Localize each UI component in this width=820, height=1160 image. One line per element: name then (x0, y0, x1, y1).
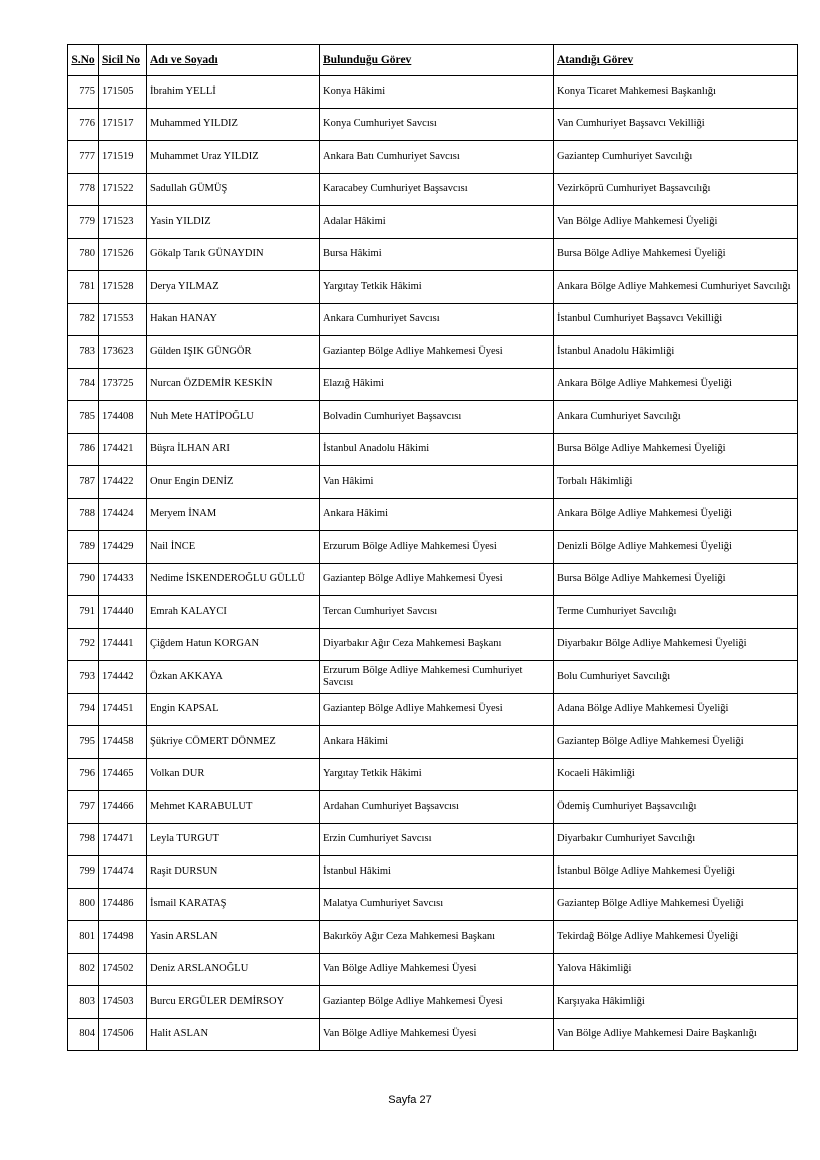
cell-name: Hakan HANAY (147, 303, 320, 336)
table-row (68, 563, 798, 596)
cell-sicil: 174498 (99, 921, 147, 954)
table-row (68, 531, 798, 564)
cell-name: Gökalp Tarık GÜNAYDIN (147, 238, 320, 271)
cell-sicil: 174441 (99, 628, 147, 661)
cell-sno: 791 (68, 596, 99, 629)
cell-current-position: Gaziantep Bölge Adliye Mahkemesi Üyesi (320, 336, 554, 369)
cell-name: Volkan DUR (147, 758, 320, 791)
cell-assigned-position: Terme Cumhuriyet Savcılığı (554, 596, 798, 629)
cell-assigned-position: Ankara Bölge Adliye Mahkemesi Cumhuriyet Savcılığı (554, 271, 798, 304)
cell-sno: 775 (68, 76, 99, 109)
table-row (68, 628, 798, 661)
cell-sicil: 174502 (99, 953, 147, 986)
cell-current-position: Erzurum Bölge Adliye Mahkemesi Cumhuriyet Savcısı (320, 661, 554, 694)
cell-name: Halit ASLAN (147, 1018, 320, 1051)
cell-name: Büşra İLHAN ARI (147, 433, 320, 466)
cell-sno: 795 (68, 726, 99, 759)
cell-sicil: 174442 (99, 661, 147, 694)
table-row (68, 108, 798, 141)
cell-name: Özkan AKKAYA (147, 661, 320, 694)
cell-sno: 801 (68, 921, 99, 954)
cell-assigned-position: Torbalı Hâkimliği (554, 466, 798, 499)
cell-sicil: 174440 (99, 596, 147, 629)
cell-assigned-position: Adana Bölge Adliye Mahkemesi Üyeliği (554, 693, 798, 726)
table-row (68, 466, 798, 499)
cell-sicil: 171517 (99, 108, 147, 141)
cell-sicil: 171528 (99, 271, 147, 304)
cell-sno: 784 (68, 368, 99, 401)
cell-sno: 800 (68, 888, 99, 921)
cell-assigned-position: Bursa Bölge Adliye Mahkemesi Üyeliği (554, 433, 798, 466)
cell-assigned-position: Van Bölge Adliye Mahkemesi Üyeliği (554, 206, 798, 239)
cell-assigned-position: Diyarbakır Cumhuriyet Savcılığı (554, 823, 798, 856)
table-row (68, 336, 798, 369)
cell-sno: 776 (68, 108, 99, 141)
cell-name: Nail İNCE (147, 531, 320, 564)
cell-assigned-position: Bolu Cumhuriyet Savcılığı (554, 661, 798, 694)
cell-name: Muhammed YILDIZ (147, 108, 320, 141)
cell-sno: 786 (68, 433, 99, 466)
cell-assigned-position: Konya Ticaret Mahkemesi Başkanlığı (554, 76, 798, 109)
cell-assigned-position: Ankara Bölge Adliye Mahkemesi Üyeliği (554, 498, 798, 531)
cell-sno: 778 (68, 173, 99, 206)
cell-current-position: Gaziantep Bölge Adliye Mahkemesi Üyesi (320, 986, 554, 1019)
cell-sno: 783 (68, 336, 99, 369)
table-row (68, 921, 798, 954)
cell-assigned-position: Denizli Bölge Adliye Mahkemesi Üyeliği (554, 531, 798, 564)
cell-sno: 785 (68, 401, 99, 434)
cell-name: Nurcan ÖZDEMİR KESKİN (147, 368, 320, 401)
table-row (68, 953, 798, 986)
cell-name: İsmail KARATAŞ (147, 888, 320, 921)
cell-assigned-position: İstanbul Bölge Adliye Mahkemesi Üyeliği (554, 856, 798, 889)
cell-name: Nuh Mete HATİPOĞLU (147, 401, 320, 434)
cell-sicil: 173725 (99, 368, 147, 401)
cell-current-position: Yargıtay Tetkik Hâkimi (320, 271, 554, 304)
cell-current-position: Konya Cumhuriyet Savcısı (320, 108, 554, 141)
cell-assigned-position: İstanbul Anadolu Hâkimliği (554, 336, 798, 369)
cell-sicil: 174458 (99, 726, 147, 759)
cell-current-position: Van Bölge Adliye Mahkemesi Üyesi (320, 953, 554, 986)
cell-current-position: Adalar Hâkimi (320, 206, 554, 239)
table-row (68, 1018, 798, 1051)
table-row (68, 238, 798, 271)
cell-assigned-position: Van Cumhuriyet Başsavcı Vekilliği (554, 108, 798, 141)
cell-sicil: 174506 (99, 1018, 147, 1051)
cell-assigned-position: Ankara Bölge Adliye Mahkemesi Üyeliği (554, 368, 798, 401)
cell-sicil: 174503 (99, 986, 147, 1019)
cell-sno: 789 (68, 531, 99, 564)
cell-sno: 782 (68, 303, 99, 336)
cell-current-position: Ankara Batı Cumhuriyet Savcısı (320, 141, 554, 174)
table-row (68, 856, 798, 889)
cell-name: Meryem İNAM (147, 498, 320, 531)
cell-sno: 794 (68, 693, 99, 726)
table-row (68, 823, 798, 856)
cell-sno: 790 (68, 563, 99, 596)
cell-sicil: 174422 (99, 466, 147, 499)
cell-sicil: 174451 (99, 693, 147, 726)
table-row (68, 693, 798, 726)
cell-name: Leyla TURGUT (147, 823, 320, 856)
cell-current-position: Erzin Cumhuriyet Savcısı (320, 823, 554, 856)
header-sicil: Sicil No (99, 45, 147, 76)
table-header-row (68, 45, 798, 76)
cell-sno: 796 (68, 758, 99, 791)
cell-name: Burcu ERGÜLER DEMİRSOY (147, 986, 320, 1019)
cell-sicil: 174408 (99, 401, 147, 434)
cell-current-position: Bolvadin Cumhuriyet Başsavcısı (320, 401, 554, 434)
table-row (68, 76, 798, 109)
table-row (68, 141, 798, 174)
cell-assigned-position: Kocaeli Hâkimliği (554, 758, 798, 791)
cell-sicil: 174421 (99, 433, 147, 466)
table-row (68, 986, 798, 1019)
cell-name: Sadullah GÜMÜŞ (147, 173, 320, 206)
cell-sno: 781 (68, 271, 99, 304)
cell-current-position: Tercan Cumhuriyet Savcısı (320, 596, 554, 629)
table-row (68, 758, 798, 791)
cell-name: İbrahim YELLİ (147, 76, 320, 109)
cell-current-position: Van Bölge Adliye Mahkemesi Üyesi (320, 1018, 554, 1051)
table-row (68, 173, 798, 206)
cell-name: Raşit DURSUN (147, 856, 320, 889)
cell-name: Derya YILMAZ (147, 271, 320, 304)
cell-sno: 787 (68, 466, 99, 499)
cell-sno: 780 (68, 238, 99, 271)
cell-sicil: 171522 (99, 173, 147, 206)
table-row (68, 206, 798, 239)
table-row (68, 401, 798, 434)
cell-assigned-position: Gaziantep Cumhuriyet Savcılığı (554, 141, 798, 174)
cell-current-position: Gaziantep Bölge Adliye Mahkemesi Üyesi (320, 693, 554, 726)
cell-name: Emrah KALAYCI (147, 596, 320, 629)
cell-name: Yasin YILDIZ (147, 206, 320, 239)
cell-assigned-position: Karşıyaka Hâkimliği (554, 986, 798, 1019)
cell-current-position: Bakırköy Ağır Ceza Mahkemesi Başkanı (320, 921, 554, 954)
table-row (68, 791, 798, 824)
cell-sicil: 171523 (99, 206, 147, 239)
cell-sno: 798 (68, 823, 99, 856)
cell-assigned-position: Ödemiş Cumhuriyet Başsavcılığı (554, 791, 798, 824)
cell-sno: 792 (68, 628, 99, 661)
cell-name: Çiğdem Hatun KORGAN (147, 628, 320, 661)
cell-assigned-position: Gaziantep Bölge Adliye Mahkemesi Üyeliği (554, 888, 798, 921)
table-row (68, 368, 798, 401)
cell-current-position: Bursa Hâkimi (320, 238, 554, 271)
table-row (68, 498, 798, 531)
header-name: Adı ve Soyadı (147, 45, 320, 76)
cell-current-position: Diyarbakır Ağır Ceza Mahkemesi Başkanı (320, 628, 554, 661)
cell-sno: 803 (68, 986, 99, 1019)
cell-sicil: 174429 (99, 531, 147, 564)
cell-sno: 802 (68, 953, 99, 986)
cell-current-position: Gaziantep Bölge Adliye Mahkemesi Üyesi (320, 563, 554, 596)
table-row (68, 433, 798, 466)
cell-assigned-position: Van Bölge Adliye Mahkemesi Daire Başkanlığı (554, 1018, 798, 1051)
cell-sicil: 174486 (99, 888, 147, 921)
cell-assigned-position: Bursa Bölge Adliye Mahkemesi Üyeliği (554, 238, 798, 271)
table-row (68, 303, 798, 336)
cell-sno: 797 (68, 791, 99, 824)
appointments-table (67, 44, 798, 1051)
cell-current-position: Erzurum Bölge Adliye Mahkemesi Üyesi (320, 531, 554, 564)
cell-sno: 804 (68, 1018, 99, 1051)
cell-current-position: Malatya Cumhuriyet Savcısı (320, 888, 554, 921)
page-number: Sayfa 27 (388, 1094, 432, 1106)
cell-assigned-position: Ankara Cumhuriyet Savcılığı (554, 401, 798, 434)
cell-name: Yasin ARSLAN (147, 921, 320, 954)
table-row (68, 661, 798, 694)
table-body (68, 76, 798, 1051)
cell-name: Mehmet KARABULUT (147, 791, 320, 824)
cell-sicil: 174474 (99, 856, 147, 889)
cell-current-position: Ankara Hâkimi (320, 726, 554, 759)
cell-sicil: 174471 (99, 823, 147, 856)
cell-assigned-position: Gaziantep Bölge Adliye Mahkemesi Üyeliği (554, 726, 798, 759)
cell-name: Gülden IŞIK GÜNGÖR (147, 336, 320, 369)
cell-assigned-position: Vezirköprü Cumhuriyet Başsavcılığı (554, 173, 798, 206)
cell-current-position: Konya Hâkimi (320, 76, 554, 109)
cell-current-position: Yargıtay Tetkik Hâkimi (320, 758, 554, 791)
cell-name: Deniz ARSLANOĞLU (147, 953, 320, 986)
table-row (68, 271, 798, 304)
header-sno: S.No (68, 45, 99, 76)
cell-current-position: Ardahan Cumhuriyet Başsavcısı (320, 791, 554, 824)
cell-current-position: Karacabey Cumhuriyet Başsavcısı (320, 173, 554, 206)
cell-sno: 799 (68, 856, 99, 889)
cell-current-position: Elazığ Hâkimi (320, 368, 554, 401)
cell-assigned-position: Tekirdağ Bölge Adliye Mahkemesi Üyeliği (554, 921, 798, 954)
cell-sno: 788 (68, 498, 99, 531)
cell-sicil: 173623 (99, 336, 147, 369)
cell-assigned-position: Diyarbakır Bölge Adliye Mahkemesi Üyeliği (554, 628, 798, 661)
cell-current-position: İstanbul Hâkimi (320, 856, 554, 889)
cell-current-position: Van Hâkimi (320, 466, 554, 499)
cell-sicil: 174465 (99, 758, 147, 791)
cell-name: Engin KAPSAL (147, 693, 320, 726)
cell-assigned-position: Bursa Bölge Adliye Mahkemesi Üyeliği (554, 563, 798, 596)
cell-sicil: 171553 (99, 303, 147, 336)
cell-current-position: Ankara Cumhuriyet Savcısı (320, 303, 554, 336)
cell-sno: 793 (68, 661, 99, 694)
cell-assigned-position: İstanbul Cumhuriyet Başsavcı Vekilliği (554, 303, 798, 336)
cell-current-position: İstanbul Anadolu Hâkimi (320, 433, 554, 466)
cell-sno: 777 (68, 141, 99, 174)
cell-sno: 779 (68, 206, 99, 239)
cell-assigned-position: Yalova Hâkimliği (554, 953, 798, 986)
cell-current-position: Ankara Hâkimi (320, 498, 554, 531)
header-assigned-position: Atandığı Görev (554, 45, 798, 76)
table-row (68, 596, 798, 629)
header-current-position: Bulunduğu Görev (320, 45, 554, 76)
table-row (68, 888, 798, 921)
cell-sicil: 174433 (99, 563, 147, 596)
cell-name: Onur Engin DENİZ (147, 466, 320, 499)
cell-name: Şükriye CÖMERT DÖNMEZ (147, 726, 320, 759)
cell-name: Muhammet Uraz YILDIZ (147, 141, 320, 174)
cell-sicil: 171505 (99, 76, 147, 109)
cell-sicil: 171519 (99, 141, 147, 174)
cell-sicil: 174466 (99, 791, 147, 824)
cell-sicil: 174424 (99, 498, 147, 531)
cell-name: Nedime İSKENDEROĞLU GÜLLÜ (147, 563, 320, 596)
table-row (68, 726, 798, 759)
cell-sicil: 171526 (99, 238, 147, 271)
